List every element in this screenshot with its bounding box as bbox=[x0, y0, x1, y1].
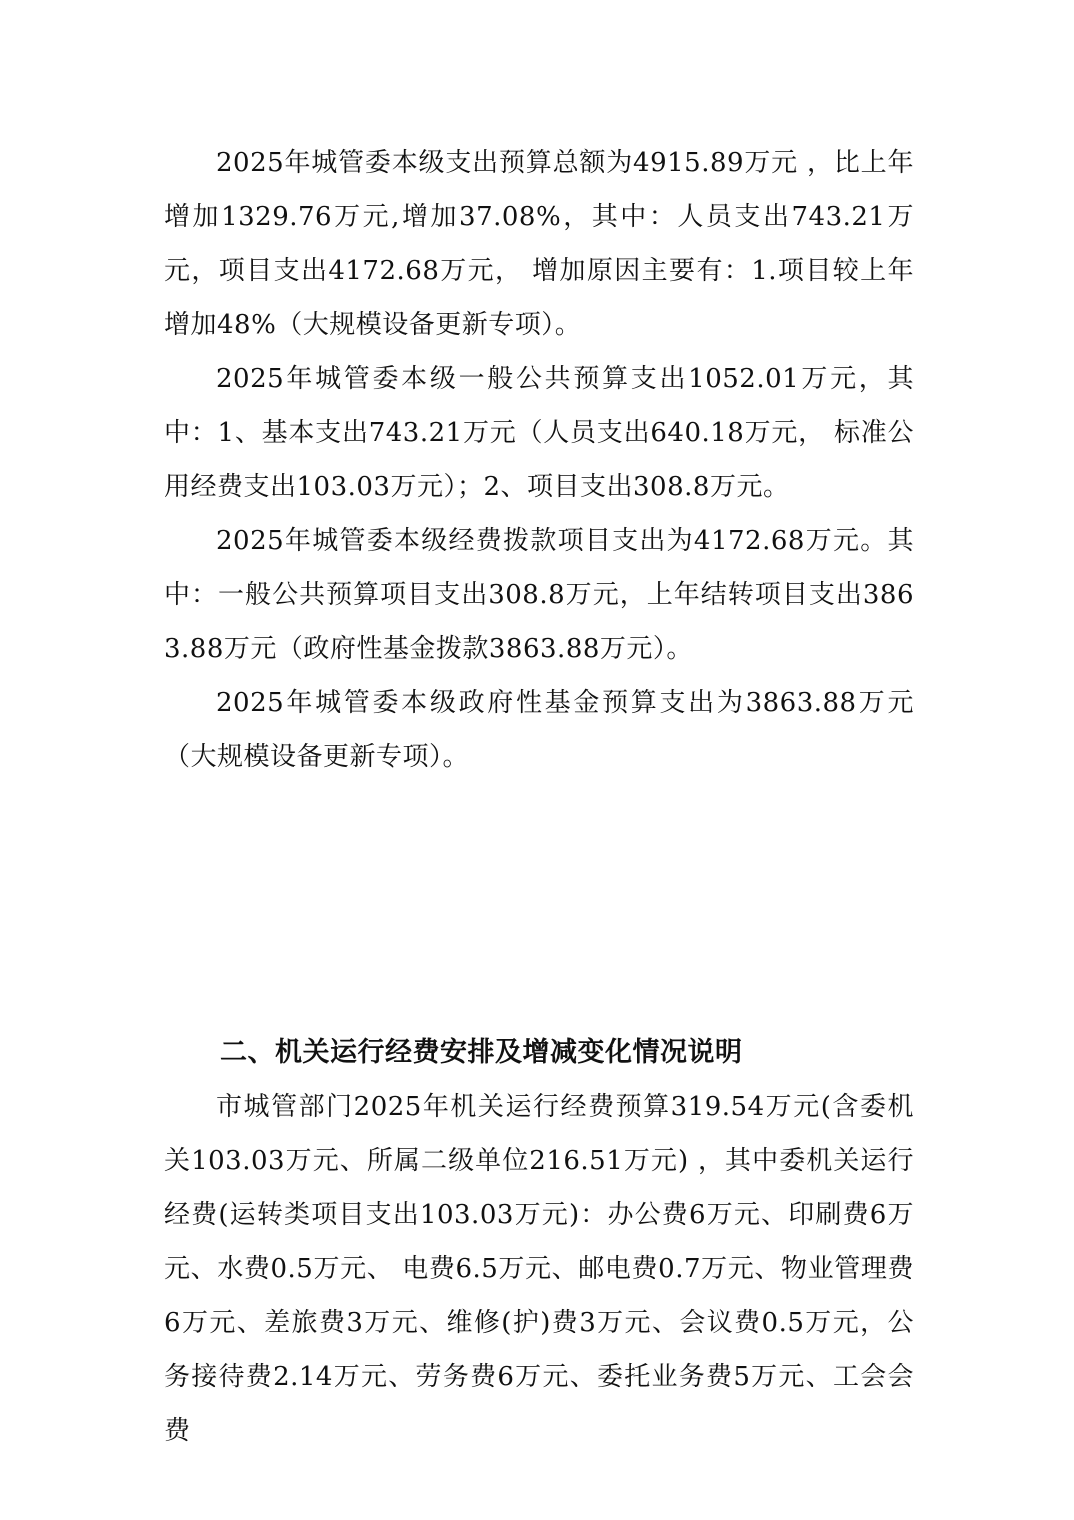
section-two-heading: 二、机关运行经费安排及增减变化情况说明 bbox=[220, 1037, 743, 1068]
budget-summary-section bbox=[164, 136, 914, 784]
project-expenditure-paragraph: 2025年城管委本级经费拨款项目支出为4172.68万元。其中：一般公共预算项目支出308.8万元，上年结转项目支出3863.88万元（政府性基金拨款3863.88万元）。 bbox=[164, 526, 914, 664]
operating-funds-paragraph: 市城管部门2025年机关运行经费预算319.54万元(含委机关103.03万元、所属二级单位216.51万元) ，其中委机关运行经费(运转类项目支出103.03万元)：办公费6万元、印刷费6万元、水费0.5万元、 电费6.5万元、邮电费0.7万元、物业管理费6万元、差旅费3万元、维修(护)费3万元、会议费0.5万元，公务接待费2.14万元、劳务费6万元、委托业务费5万元、工会会费 bbox=[164, 1092, 914, 1446]
total-expenditure-paragraph: 2025年城管委本级支出预算总额为4915.89万元 ，比上年增加1329.76万元,增加37.08%，其中：人员支出743.21万元，项目支出4172.68万元， 增加原因主要有：1.项目较上年增加48%（大规模设备更新专项）。 bbox=[164, 148, 914, 340]
operating-funds-section bbox=[164, 1080, 914, 1458]
general-public-budget-paragraph: 2025年城管委本级一般公共预算支出1052.01万元，其中：1、基本支出743.21万元（人员支出640.18万元， 标准公用经费支出103.03万元）；2、项目支出308.8万元。 bbox=[164, 364, 914, 502]
government-fund-paragraph: 2025年城管委本级政府性基金预算支出为3863.88万元（大规模设备更新专项）。 bbox=[164, 688, 914, 772]
